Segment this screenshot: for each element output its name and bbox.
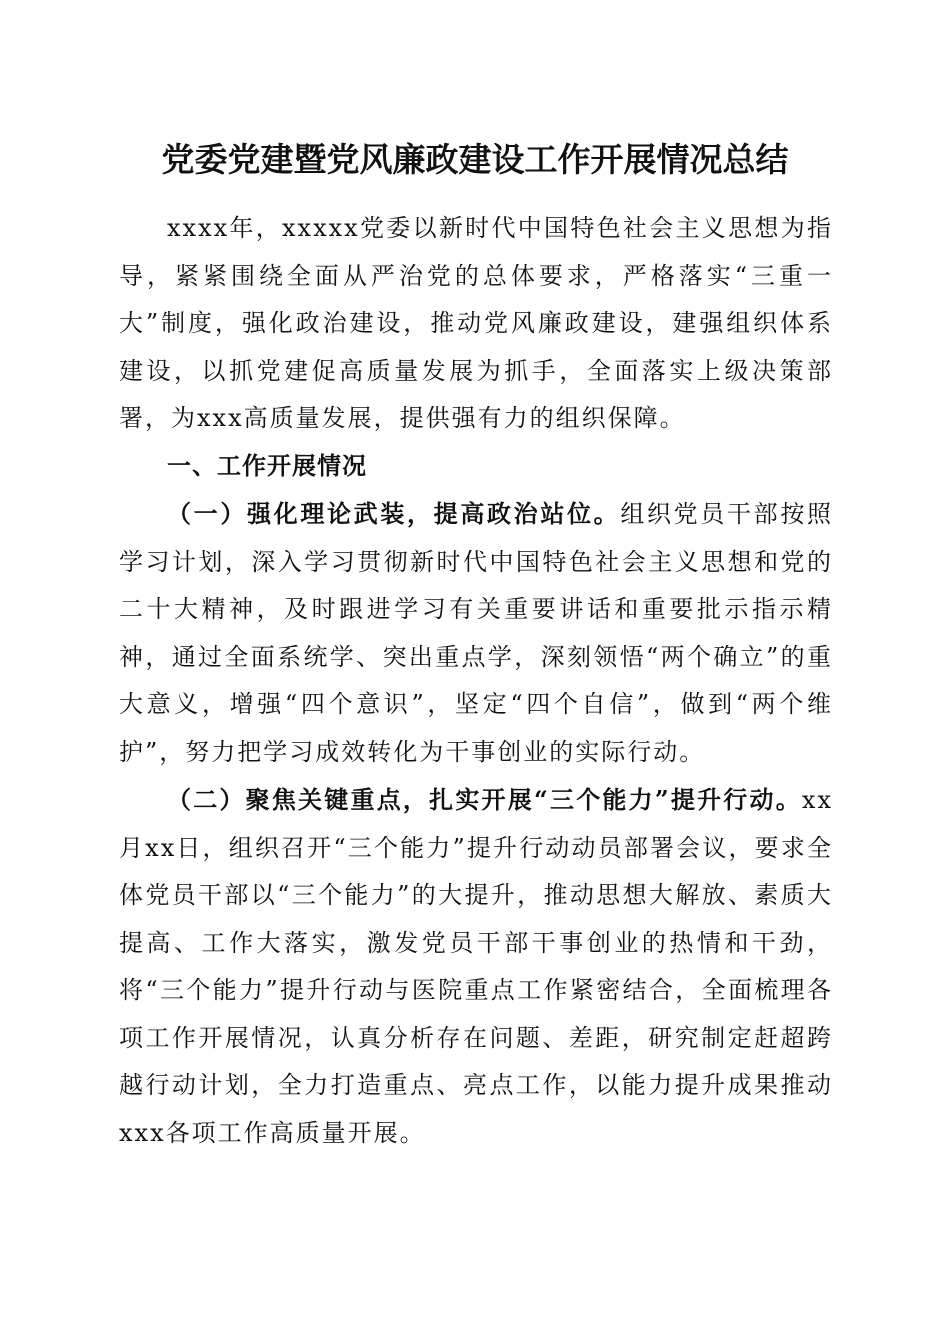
item-lead-1: （一）强化理论武装，提高政治站位。 [167, 499, 621, 528]
document-body [119, 205, 833, 1157]
document-title: 党委党建暨党风廉政建设工作开展情况总结 [161, 140, 789, 179]
section-heading: 一、工作开展情况 [167, 451, 367, 480]
item-paragraph-2 [119, 776, 833, 1157]
item-text-1: 组织党员干部按照学习计划，深入学习贯彻新时代中国特色社会主义思想和党的二十大精神，及时跟进学习有关重要讲话和重要批示指示精神，通过全面系统学、突出重点学，深刻领悟“两个确立”的重大意义，增强“四个意识”，坚定“四个自信”，做到“两个维护”，努力把学习成效转化为干事创业的实际行动。 [119, 500, 834, 766]
item-lead-2: （二）聚焦关键重点，扎实开展“三个能力”提升行动。 [167, 785, 802, 814]
item-text-2: xx月xx日，组织召开“三个能力”提升行动动员部署会议，要求全体党员干部以“三个能力”的大提升，推动思想大解放、素质大提高、工作大落实，激发党员干部干事创业的热情和干劲，将“三个能力”提升行动与医院重点工作紧密结合，全面梳理各项工作开展情况，认真分析存在问题、差距，研究制定赶超跨越行动计划，全力打造重点、亮点工作，以能力提升成果推动xxx各项工作高质量开展。 [119, 786, 833, 1147]
intro-paragraph: xxxx年，xxxxx党委以新时代中国特色社会主义思想为指导，紧紧围绕全面从严治党的总体要求，严格落实“三重一大”制度，强化政治建设，推动党风廉政建设，建强组织体系建设，以抓党建促高质量发展为抓手，全面落实上级决策部署，为xxx高质量发展，提供强有力的组织保障。 [119, 214, 833, 432]
item-paragraph-1 [119, 490, 833, 776]
